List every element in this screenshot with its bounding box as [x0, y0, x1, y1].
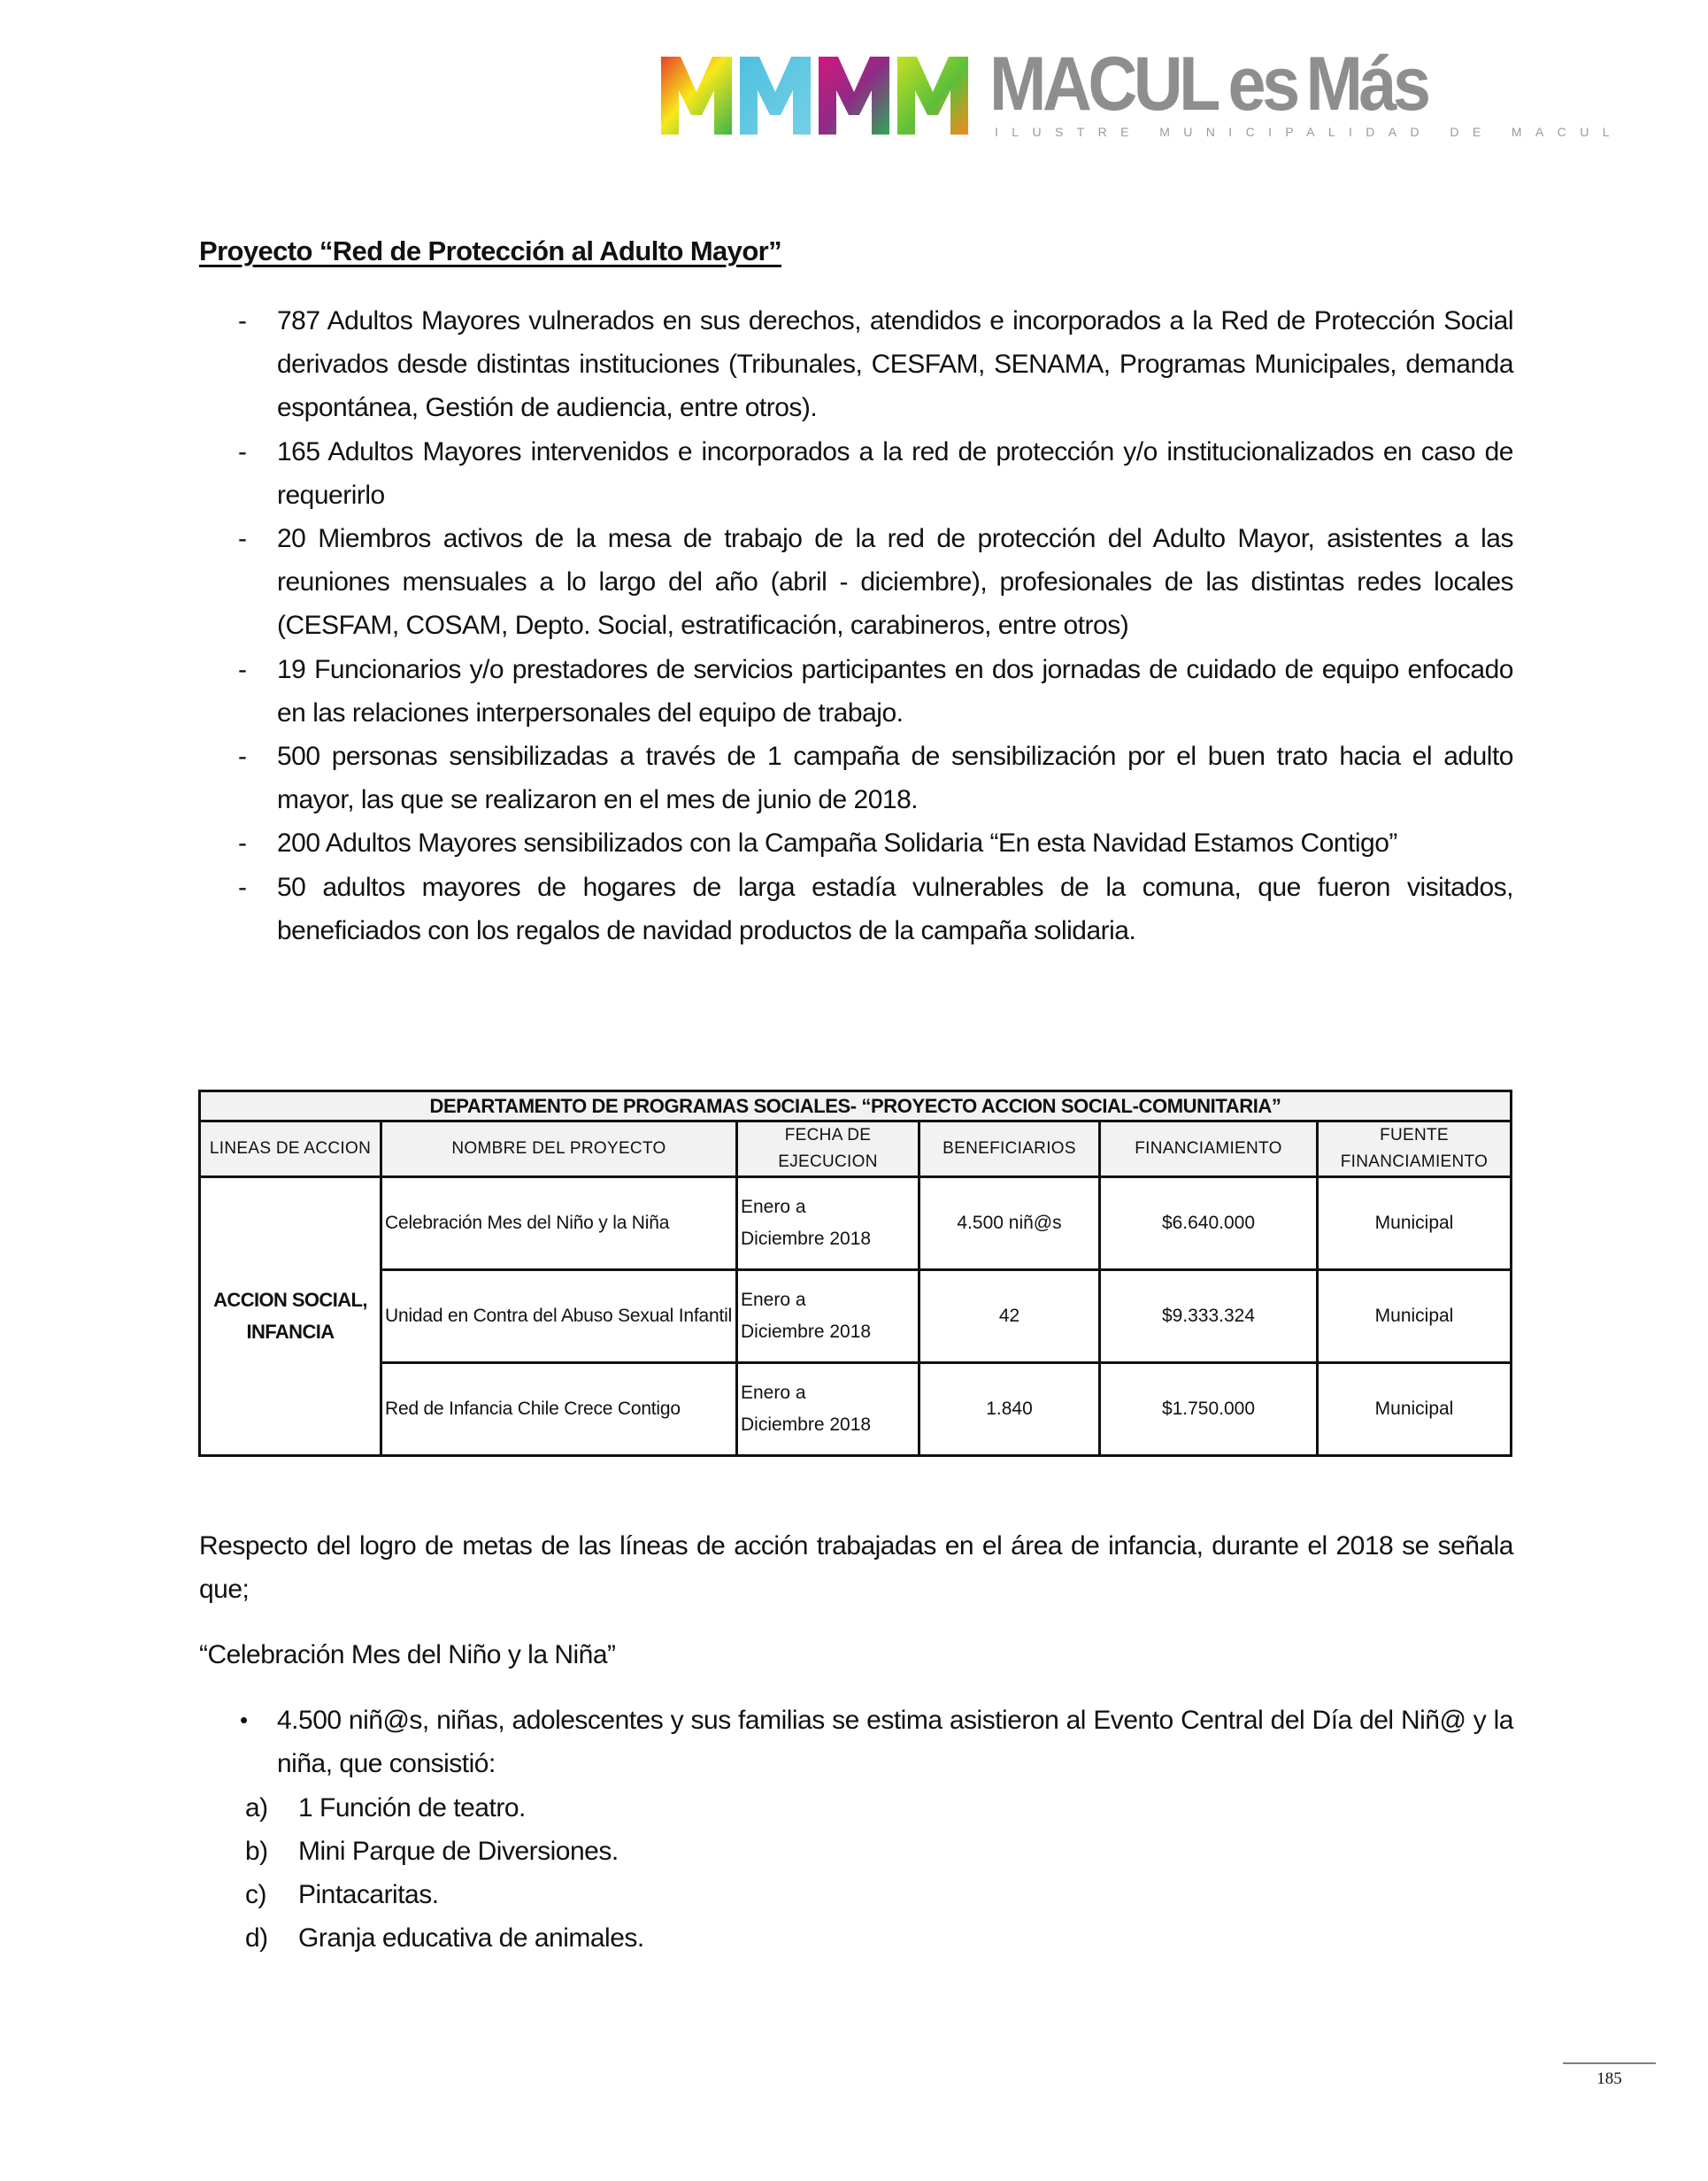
list-item: • 4.500 niñ@s, niñas, adolescentes y sus familias se estima asistieron al Evento Central del Día del Niñ@ y la niña, que consistió:	[199, 1699, 1513, 1785]
table-header-row	[200, 1121, 1512, 1177]
dash-bullet: -	[238, 306, 247, 335]
col-header-beneficiarios: BENEFICIARIOS	[919, 1121, 1100, 1177]
date-cell: Enero a Diciembre 2018	[737, 1363, 919, 1456]
dash-bullet: -	[238, 828, 247, 859]
sub-list-item: c) Pintacaritas.	[245, 1880, 439, 1909]
table-row	[200, 1177, 1512, 1270]
list-item: - 165 Adultos Mayores intervenidos e incorporados a la red de protección y/o institucionalizados en caso de requerirlo	[199, 430, 1513, 517]
list-item: - 50 adultos mayores de hogares de larga estadía vulnerables de la comuna, que fueron visitados, beneficiados con los regalos de navidad productos de la campaña solidaria.	[199, 866, 1513, 952]
logo-m-icon-1	[661, 57, 732, 135]
dash-bullet: -	[238, 742, 247, 772]
dash-bullet: -	[238, 872, 247, 902]
intro-paragraph: Respecto del logro de metas de las líneas de acción trabajadas en el área de infancia, durante el 2018 se señala que;	[199, 1531, 1513, 1605]
table-row	[200, 1363, 1512, 1456]
programs-table	[198, 1090, 1512, 1457]
funding-cell: $9.333.324	[1100, 1270, 1318, 1363]
logo-m-icon-2	[740, 57, 811, 135]
date-cell: Enero a Diciembre 2018	[737, 1270, 919, 1363]
beneficiaries-cell: 42	[919, 1270, 1100, 1363]
sub-list-item: a) 1 Función de teatro.	[245, 1793, 526, 1823]
list-item: - 19 Funcionarios y/o prestadores de servicios participantes en dos jornadas de cuidado de equipo enfocado en las relaciones interpersonales del equipo de trabajo.	[199, 648, 1513, 735]
funding-cell: $1.750.000	[1100, 1363, 1318, 1456]
dash-bullet: -	[238, 654, 247, 684]
logo-m-icon-3	[819, 57, 889, 135]
brand-es: es	[1227, 42, 1296, 127]
table-row	[200, 1270, 1512, 1363]
col-header-fuente: FUENTE FINANCIAMIENTO	[1318, 1121, 1512, 1177]
col-header-nombre: NOMBRE DEL PROYECTO	[381, 1121, 737, 1177]
funding-source-cell: Municipal	[1318, 1177, 1512, 1270]
footer-divider	[1563, 2062, 1656, 2064]
logo-m-icon-4	[897, 57, 968, 135]
section-heading: Proyecto “Red de Protección al Adulto Mayor”	[199, 235, 782, 266]
list-item: - 787 Adultos Mayores vulnerados en sus derechos, atendidos e incorporados a la Red de Protección Social derivados desde distintas instituciones (Tribunales, CESFAM, SENAMA, Programas Municipales, demanda espontánea, Gestión de audiencia, entre otros).	[199, 299, 1513, 430]
sub-list-item: d) Granja educativa de animales.	[245, 1923, 644, 1953]
project-name-cell: Unidad en Contra del Abuso Sexual Infantil	[381, 1270, 737, 1363]
project-name-cell: Red de Infancia Chile Crece Contigo	[381, 1363, 737, 1456]
date-cell: Enero a Diciembre 2018	[737, 1177, 919, 1270]
brand-mas: Más	[1305, 42, 1427, 127]
list-item: - 200 Adultos Mayores sensibilizados con la Campaña Solidaria “En esta Navidad Estamos Contigo”	[199, 821, 1513, 865]
achievements-list	[199, 299, 1513, 952]
beneficiaries-cell: 4.500 niñ@s	[919, 1177, 1100, 1270]
beneficiaries-cell: 1.840	[919, 1363, 1100, 1456]
sub-list-item: b) Mini Parque de Diversiones.	[245, 1837, 619, 1866]
linea-accion-cell: ACCION SOCIAL, INFANCIA	[200, 1177, 381, 1456]
list-item: - 20 Miembros activos de la mesa de trabajo de la red de protección del Adulto Mayor, asistentes a las reuniones mensuales a lo largo del año (abril - diciembre), profesionales de las distintas redes locales (CESFAM, COSAM, Depto. Social, estratificación, carabineros, entre otros)	[199, 517, 1513, 648]
col-header-lineas: LINEAS DE ACCION	[200, 1121, 381, 1177]
dash-bullet: -	[238, 524, 247, 554]
list-item: - 500 personas sensibilizadas a través de 1 campaña de sensibilización por el buen trato hacia el adulto mayor, las que se realizaron en el mes de junio de 2018.	[199, 735, 1513, 821]
project-name-cell: Celebración Mes del Niño y la Niña	[381, 1177, 737, 1270]
funding-cell: $6.640.000	[1100, 1177, 1318, 1270]
page-number: 185	[1596, 2069, 1622, 2088]
bullet-dot: •	[240, 1707, 248, 1733]
funding-source-cell: Municipal	[1318, 1270, 1512, 1363]
brand-subtitle: ILUSTRE MUNICIPALIDAD DE MACUL	[995, 125, 1623, 139]
table-title-row	[200, 1091, 1512, 1121]
subsection-title: “Celebración Mes del Niño y la Niña”	[199, 1640, 616, 1669]
dash-bullet: -	[238, 436, 247, 466]
table-title: DEPARTAMENTO DE PROGRAMAS SOCIALES- “PROYECTO ACCION SOCIAL-COMUNITARIA”	[200, 1091, 1512, 1121]
funding-source-cell: Municipal	[1318, 1363, 1512, 1456]
col-header-fecha: FECHA DE EJECUCION	[737, 1121, 919, 1177]
brand-macul: MACUL	[989, 42, 1217, 127]
col-header-financiamiento: FINANCIAMIENTO	[1100, 1121, 1318, 1177]
brand-name	[989, 42, 1427, 127]
